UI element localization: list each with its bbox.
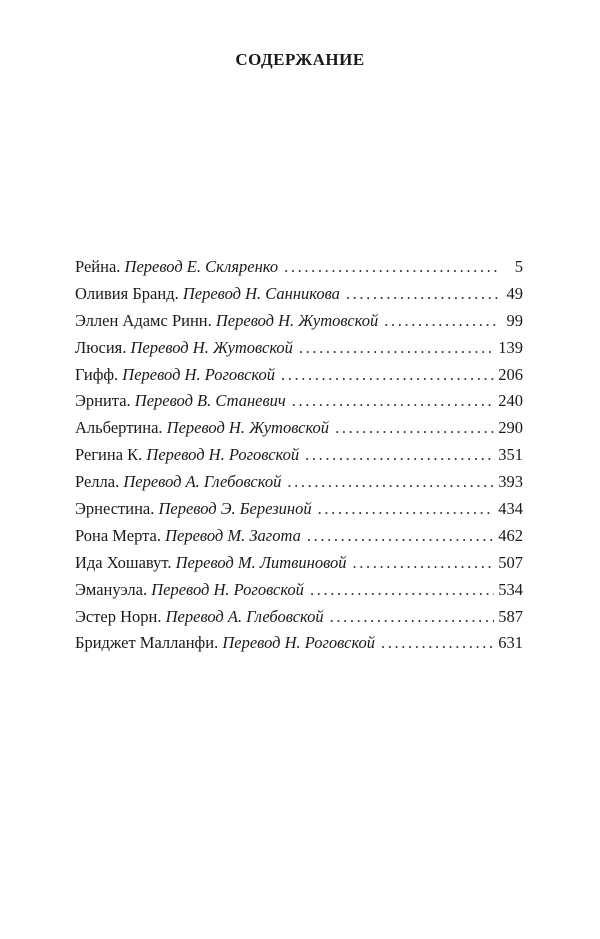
translator-credit: Перевод Н. Санникова <box>182 283 340 303</box>
toc-entry <box>75 362 523 389</box>
page-number: 434 <box>498 499 523 519</box>
translator-credit: Перевод Н. Роговской <box>146 445 300 465</box>
translator-credit: Перевод А. Глебовской <box>165 606 324 626</box>
dot-leader <box>318 496 495 523</box>
translator-credit: Перевод М. Литвиновой <box>175 552 347 572</box>
dot-leader <box>281 362 494 389</box>
story-title: Эрнестина. <box>75 499 155 519</box>
translator-credit: Перевод Н. Роговской <box>222 633 376 653</box>
page-title: СОДЕРЖАНИЕ <box>235 50 365 69</box>
story-title: Эмануэла. <box>75 579 148 599</box>
translator-credit: Перевод Н. Роговской <box>151 579 304 599</box>
toc-entry <box>75 577 523 604</box>
dot-leader <box>384 308 499 335</box>
page-number: 206 <box>498 364 523 384</box>
toc-entry <box>75 442 523 469</box>
story-title: Регина К. <box>75 445 143 465</box>
toc-entry <box>75 523 523 550</box>
translator-credit: Перевод Н. Жутовской <box>166 418 330 438</box>
translator-credit: Перевод В. Станевич <box>134 391 286 411</box>
story-title: Бриджет Малланфи. <box>75 633 219 653</box>
dot-leader <box>310 577 494 604</box>
translator-credit: Перевод Е. Скляренко <box>124 257 279 276</box>
page-number: 631 <box>498 633 523 653</box>
story-title: Эллен Адамс Ринн. <box>75 310 212 330</box>
dot-leader <box>353 550 495 577</box>
dot-leader <box>287 469 494 496</box>
toc-entry <box>75 308 523 335</box>
page-number: 5 <box>514 257 523 276</box>
story-title: Ида Хошавут. <box>75 552 172 572</box>
dot-leader <box>307 523 494 550</box>
table-of-contents <box>75 254 523 657</box>
toc-entry <box>75 388 523 415</box>
toc-entry <box>75 550 523 577</box>
story-title: Альбертина. <box>75 418 163 438</box>
story-title: Рона Мерта. <box>75 525 161 545</box>
story-title: Эрнита. <box>75 391 131 411</box>
translator-credit: Перевод М. Загота <box>165 525 301 545</box>
page-number: 240 <box>498 391 523 411</box>
story-title: Оливия Бранд. <box>75 283 179 303</box>
page-number: 393 <box>498 472 523 492</box>
dot-leader <box>284 254 499 281</box>
translator-credit: Перевод Н. Жутовской <box>215 310 379 330</box>
dot-leader <box>381 630 494 657</box>
page-number: 462 <box>498 525 523 545</box>
translator-credit: Перевод Н. Жутовской <box>130 337 293 357</box>
translator-credit: Перевод Э. Березиной <box>158 499 312 519</box>
page-number: 351 <box>498 445 523 465</box>
translator-credit: Перевод Н. Роговской <box>122 364 275 384</box>
page-number: 534 <box>498 579 523 599</box>
translator-credit: Перевод А. Глебовской <box>123 472 282 492</box>
story-title: Рейна. <box>75 257 121 276</box>
toc-entry <box>75 630 523 657</box>
dot-leader <box>330 604 495 631</box>
toc-entry <box>75 281 523 308</box>
page-number: 290 <box>498 418 523 438</box>
toc-entry <box>75 604 523 631</box>
dot-leader <box>346 281 499 308</box>
toc-entry <box>75 415 523 442</box>
page-number: 49 <box>506 283 523 303</box>
page-number: 99 <box>506 310 523 330</box>
page-number: 139 <box>498 337 523 357</box>
dot-leader <box>335 415 494 442</box>
dot-leader <box>305 442 494 469</box>
dot-leader <box>292 388 494 415</box>
toc-entry <box>75 469 523 496</box>
dot-leader <box>299 335 494 362</box>
toc-entry <box>75 335 523 362</box>
page-number: 587 <box>498 606 523 626</box>
story-title: Люсия. <box>75 337 127 357</box>
page-number: 507 <box>498 552 523 572</box>
story-title: Гифф. <box>75 364 119 384</box>
story-title: Релла. <box>75 472 120 492</box>
toc-entry <box>75 496 523 523</box>
toc-entry <box>75 254 523 281</box>
story-title: Эстер Норн. <box>75 606 162 626</box>
